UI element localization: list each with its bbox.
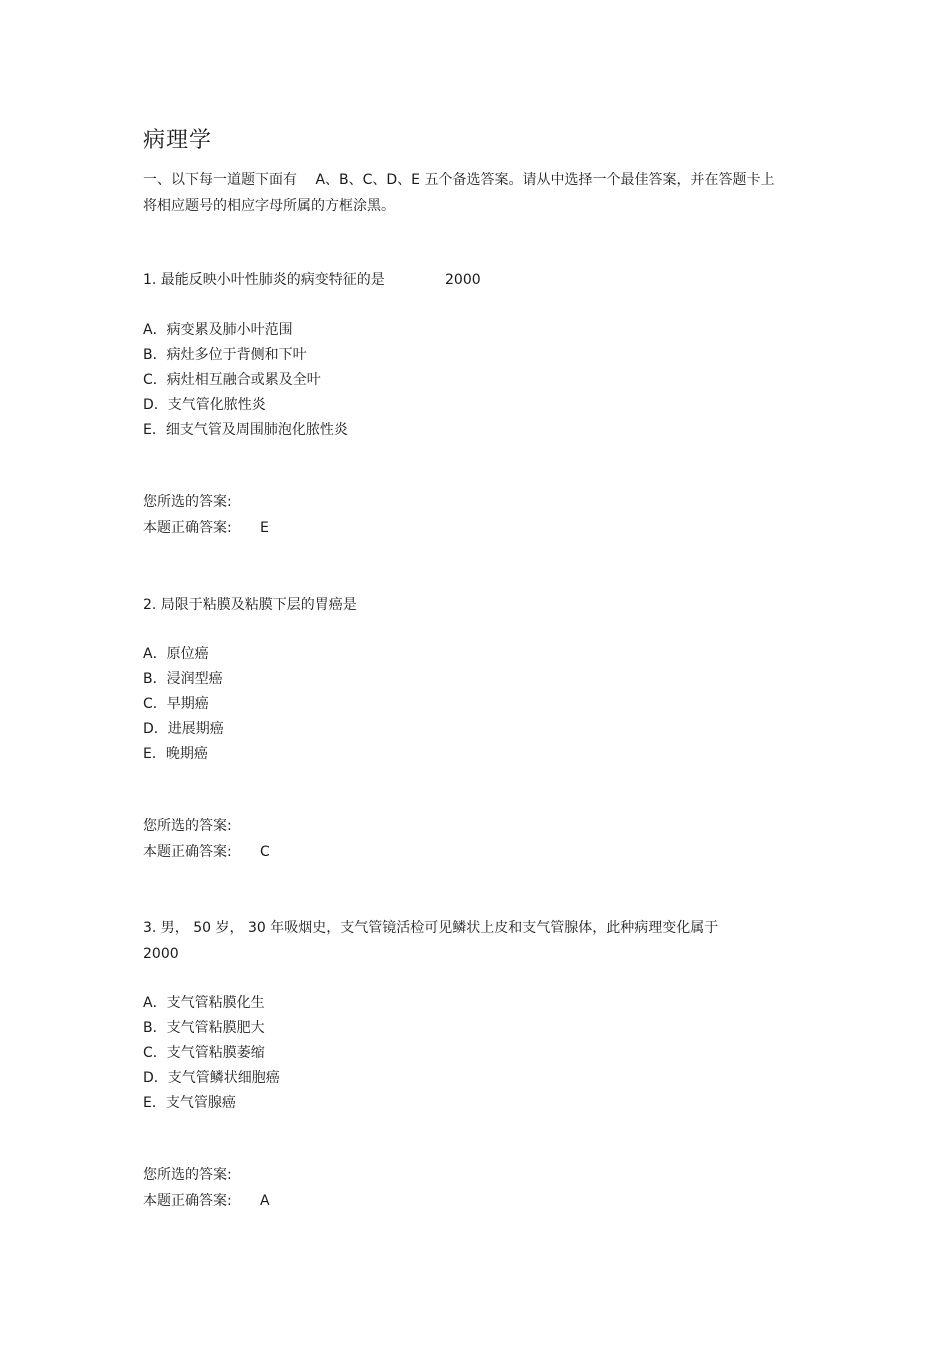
question-2-option-c: C．早期癌 [143, 696, 209, 712]
question-3-option-a: A．支气管粘膜化生 [143, 995, 265, 1011]
question-2-stem: 2. 局限于粘膜及粘膜下层的胃癌是 [143, 597, 357, 613]
question-3-option-b: B．支气管粘膜肥大 [143, 1020, 265, 1036]
question-1-correct-label: 本题正确答案: [143, 520, 232, 536]
question-1-year: 2000 [445, 272, 481, 288]
question-1-option-d: D．支气管化脓性炎 [143, 397, 266, 413]
question-2-correct-label: 本题正确答案: [143, 844, 232, 860]
question-1-stem: 1. 最能反映小叶性肺炎的病变特征的是 [143, 272, 385, 288]
question-1-option-e: E．细支气管及周围肺泡化脓性炎 [143, 422, 348, 438]
question-2-correct-answer: C [260, 844, 270, 860]
section-instructions: 一、以下每一道题下面有 A、B、C、D、E 五个备选答案。请从中选择一个最佳答案，并在答题卡上将相应题号的相应字母所属的方框涂黑。 [143, 172, 775, 214]
question-2-option-b: B．浸润型癌 [143, 671, 223, 687]
question-1-option-b: B．病灶多位于背侧和下叶 [143, 347, 307, 363]
document-title: 病理学 [143, 128, 213, 153]
question-3-correct-label: 本题正确答案: [143, 1193, 232, 1209]
question-1-your-answer-label: 您所选的答案: [143, 494, 232, 510]
question-1-option-a: A．病变累及肺小叶范围 [143, 322, 293, 338]
question-2-your-answer-label: 您所选的答案: [143, 818, 232, 834]
question-3-stem-continuation: 2000 [143, 946, 179, 962]
question-3-option-d: D．支气管鳞状细胞癌 [143, 1070, 280, 1086]
question-2-option-d: D．进展期癌 [143, 721, 224, 737]
question-2-option-e: E．晚期癌 [143, 746, 208, 762]
question-1-option-c: C．病灶相互融合或累及全叶 [143, 372, 321, 388]
question-1-correct-answer: E [260, 520, 269, 536]
question-2-option-a: A．原位癌 [143, 646, 209, 662]
question-3-option-c: C．支气管粘膜萎缩 [143, 1045, 265, 1061]
question-3-stem: 3. 男， 50 岁， 30 年吸烟史，支气管镜活检可见鳞状上皮和支气管腺体，此种病理变化属于 [143, 920, 719, 936]
question-3-your-answer-label: 您所选的答案: [143, 1167, 232, 1183]
question-3-correct-answer: A [260, 1193, 270, 1209]
question-3-option-e: E．支气管腺癌 [143, 1095, 236, 1111]
